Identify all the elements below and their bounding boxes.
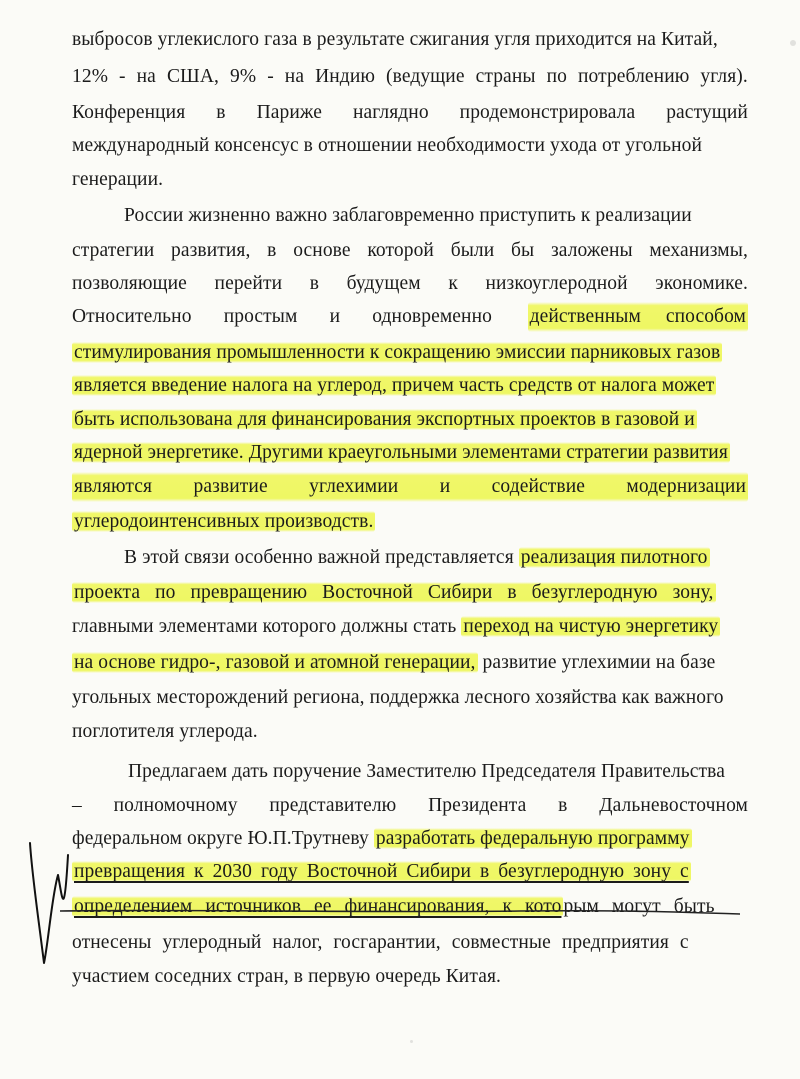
text-line bbox=[72, 338, 748, 368]
text-line: России жизненно важно заблаговременно приступить к реализации bbox=[124, 205, 692, 226]
highlighted-text: действенным способом bbox=[528, 302, 748, 332]
highlighted-text: быть использована для финансирования экспортных проектов в газовой и bbox=[74, 409, 695, 430]
word: по bbox=[546, 66, 567, 87]
text-line: генерации. bbox=[72, 169, 164, 190]
highlighted-underlined-text: превращения к 2030 году Восточной Сибири в безуглеродную зону с bbox=[74, 861, 689, 882]
word: 9% bbox=[229, 66, 257, 87]
word: Конференция bbox=[72, 102, 186, 123]
scan-speck bbox=[410, 1040, 413, 1043]
word: полномочному bbox=[113, 795, 238, 816]
word: и bbox=[439, 476, 451, 497]
word: Дальневосточном bbox=[599, 795, 748, 816]
word: одновременно bbox=[372, 306, 492, 327]
word: – bbox=[72, 795, 82, 816]
highlighted-text: реализация пилотного bbox=[520, 547, 708, 568]
word: были bbox=[450, 240, 495, 261]
word: угля). bbox=[700, 66, 748, 87]
word: механизмы, bbox=[649, 240, 748, 261]
text-line: международный консенсус в отношении необходимости ухода от угольной bbox=[72, 135, 703, 156]
text-line bbox=[72, 98, 748, 128]
word: Париже bbox=[256, 102, 322, 123]
text-line bbox=[72, 302, 748, 332]
word: бы bbox=[511, 240, 535, 261]
word: перейти bbox=[214, 273, 283, 294]
text-segment: развитие углехимии на базе bbox=[482, 652, 716, 673]
text-line bbox=[72, 371, 748, 401]
word: заложены bbox=[550, 240, 633, 261]
word: 12% bbox=[72, 66, 109, 87]
text-segment: рым могут быть bbox=[563, 896, 715, 917]
text-line bbox=[72, 612, 748, 642]
word: развитие bbox=[193, 476, 268, 497]
word: страны bbox=[475, 66, 536, 87]
text-line bbox=[124, 543, 748, 573]
word: растущий bbox=[666, 102, 748, 123]
text-line bbox=[72, 62, 748, 92]
text-segment: В этой связи особенно важной представляется bbox=[124, 547, 514, 568]
text-line: выбросов углекислого газа в результате сжигания угля приходится на Китай, bbox=[72, 29, 718, 50]
word: представителю bbox=[269, 795, 397, 816]
word: в bbox=[267, 240, 277, 261]
word: - bbox=[267, 66, 274, 87]
word: низкоуглеродной bbox=[485, 273, 628, 294]
text-line: отнесены углеродный налог, госгарантии, совместные предприятия с bbox=[72, 932, 689, 953]
word: модернизации bbox=[626, 476, 746, 497]
word: продемонстрировала bbox=[459, 102, 636, 123]
word: и bbox=[329, 306, 341, 327]
highlighted-text: проекта по превращению Восточной Сибири в безуглеродную зону, bbox=[74, 582, 714, 603]
text-line bbox=[72, 791, 748, 821]
word: потреблению bbox=[577, 66, 690, 87]
word: Относительно bbox=[72, 306, 192, 327]
text-line bbox=[72, 405, 748, 435]
word: будущем bbox=[346, 273, 421, 294]
highlighted-text: разработать федеральную программу bbox=[375, 828, 690, 849]
word: которой bbox=[367, 240, 434, 261]
handwritten-underline bbox=[60, 905, 740, 919]
word: Индию bbox=[315, 66, 376, 87]
text-line bbox=[72, 578, 748, 608]
word: в bbox=[309, 273, 320, 294]
highlighted-text: на основе гидро-, газовой и атомной генерации, bbox=[74, 652, 476, 673]
highlighted-text-line bbox=[72, 472, 748, 502]
word: - bbox=[119, 66, 126, 87]
word: наглядно bbox=[352, 102, 429, 123]
word: (ведущие bbox=[386, 66, 465, 87]
text-line: Предлагаем дать поручение Заместителю Председателя Правительства bbox=[128, 761, 725, 782]
word: основе bbox=[293, 240, 351, 261]
word: стратегии bbox=[72, 240, 155, 261]
word: в bbox=[216, 102, 226, 123]
text-line bbox=[72, 824, 748, 854]
scan-speck bbox=[790, 40, 796, 46]
highlighted-text: ядерной энергетике. Другими краеугольными элементами стратегии развития bbox=[74, 442, 728, 463]
word: развития, bbox=[170, 240, 251, 261]
highlighted-text: является введение налога на углерод, причем часть средств от налога может bbox=[74, 375, 715, 396]
text-line bbox=[72, 236, 748, 266]
word: экономике. bbox=[655, 273, 748, 294]
text-line bbox=[72, 857, 748, 887]
highlighted-text: переход на чистую энергетику bbox=[463, 616, 719, 637]
text-segment bbox=[72, 302, 492, 332]
text-line bbox=[72, 507, 748, 537]
highlighted-underlined-text: определением источников ее финансирования, к кото bbox=[74, 896, 562, 917]
word: в bbox=[558, 795, 568, 816]
word: углехимии bbox=[309, 476, 399, 497]
highlighted-text: стимулирования промышленности к сокращению эмиссии парниковых газов bbox=[74, 342, 721, 363]
highlighted-text: углеродоинтенсивных производств. bbox=[74, 511, 374, 532]
word: на bbox=[136, 66, 156, 87]
text-line bbox=[72, 269, 748, 299]
text-line bbox=[72, 438, 748, 468]
text-segment: федеральном округе Ю.П.Трутневу bbox=[72, 828, 369, 849]
word: позволяющие bbox=[72, 273, 187, 294]
word: США, bbox=[166, 66, 219, 87]
text-line: участием соседних стран, в первую очередь Китая. bbox=[72, 966, 502, 987]
text-segment: главными элементами которого должны стать bbox=[72, 616, 457, 637]
text-line bbox=[72, 648, 748, 678]
word: простым bbox=[223, 306, 298, 327]
text-line: угольных месторождений региона, поддержка лесного хозяйства как важного bbox=[72, 687, 724, 708]
text-line: поглотителя углерода. bbox=[72, 721, 258, 742]
word: к bbox=[448, 273, 458, 294]
word: содействие bbox=[491, 476, 585, 497]
word: являются bbox=[74, 476, 153, 497]
word: на bbox=[284, 66, 305, 87]
word: Президента bbox=[428, 795, 527, 816]
